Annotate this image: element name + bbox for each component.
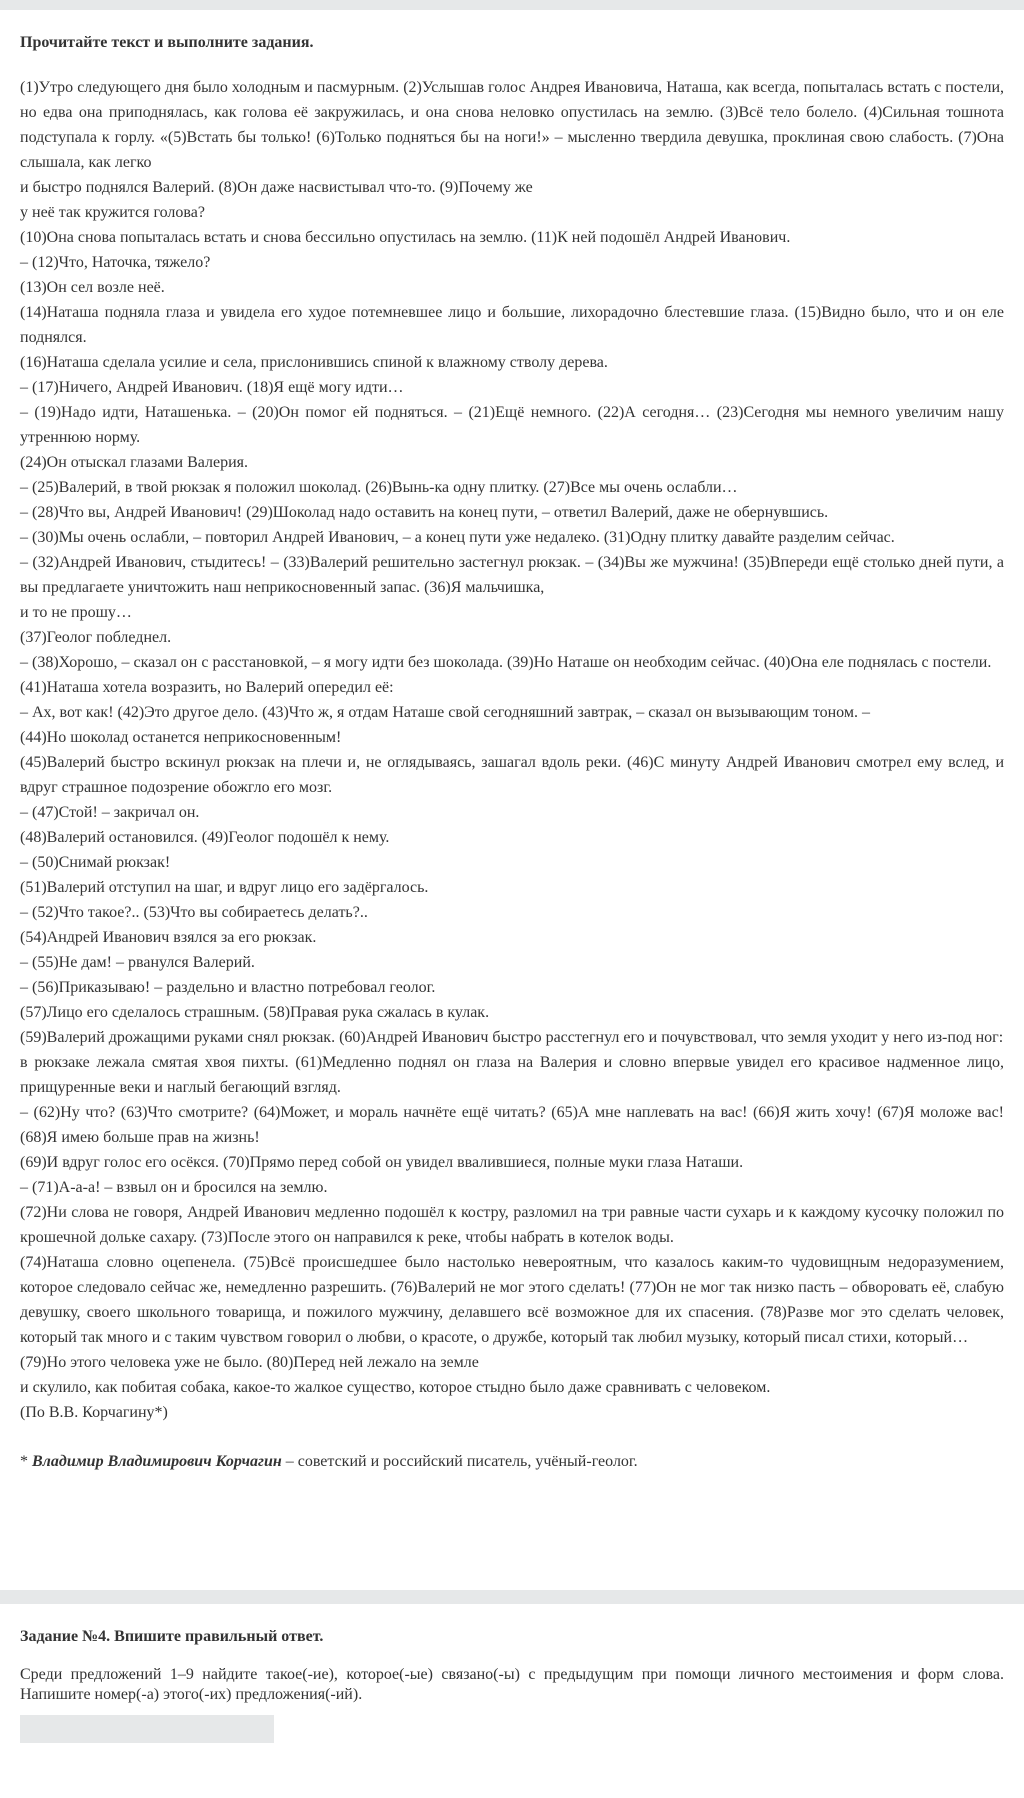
text-paragraph: (59)Валерий дрожащими руками снял рюкзак. (60)Андрей Иванович быстро расстегнул его и почувствовал, что земля уходит у него из-под ног: <box>20 1029 1004 1046</box>
text-paragraph: в рюкзаке лежала смятая хвоя пихты. (61)Медленно поднял он глаза на Валерия и словно впервые увидел его красивое надменное лицо, прищуренные веки и наглый бегающий взгляд. <box>20 1054 1004 1096</box>
task-card <box>0 1604 1024 1743</box>
text-paragraph: (79)Но этого человека уже не было. (80)Перед ней лежало на земле <box>20 1354 479 1371</box>
footnote <box>20 1449 1004 1474</box>
text-paragraph: – (19)Надо идти, Наташенька. – (20)Он помог ей подняться. – (21)Ещё немного. (22)А сегодня… (23)Сегодня мы немного увеличим нашу утреннюю норму. <box>20 404 1004 446</box>
text-paragraph: (1)Утро следующего дня было холодным и пасмурным. (2)Услышав голос Андрея Ивановича, Наташа, как всегда, попыталась встать с постели, но едва она приподнялась, как голова её закружилась, и она снова неловко опустилась на землю. (3)Всё тело болело. (4)Сильная тошнота подступала к горлу. «(5)Встать бы только! (6)Только подняться бы на ноги!» – мысленно твердила девушка, проклиная свою слабость. (7)Она слышала, как легко <box>20 79 1004 171</box>
text-paragraph: – Ах, вот как! (42)Это другое дело. (43)Что ж, я отдам Наташе свой сегодняшний завтрак, – сказал он вызывающим тоном. – <box>20 704 870 721</box>
text-paragraph: – (56)Приказываю! – раздельно и властно потребовал геолог. <box>20 979 436 996</box>
text-paragraph: – (25)Валерий, в твой рюкзак я положил шоколад. (26)Вынь-ка одну плитку. (27)Все мы очень ослабли… <box>20 479 738 496</box>
text-paragraph: – (17)Ничего, Андрей Иванович. (18)Я ещё могу идти… <box>20 379 404 396</box>
text-paragraph: (24)Он отыскал глазами Валерия. <box>20 454 249 471</box>
text-paragraph: (69)И вдруг голос его осёкся. (70)Прямо перед собой он увидел ввалившиеся, полные муки глаза Наташи. <box>20 1154 744 1171</box>
text-paragraph: (54)Андрей Иванович взялся за его рюкзак. <box>20 929 317 946</box>
text-paragraph: – (55)Не дам! – рванулся Валерий. <box>20 954 255 971</box>
footnote-asterisk: * <box>20 1453 32 1470</box>
text-paragraph: (По В.В. Корчагину*) <box>20 1404 168 1421</box>
text-paragraph: – (28)Что вы, Андрей Иванович! (29)Шоколад надо оставить на конец пути, – ответил Валерий, даже не обернувшись. <box>20 504 829 521</box>
task-question: Среди предложений 1–9 найдите такое(-ие), которое(-ые) связано(-ы) с предыдущим при помощи личного местоимения и форм слова. Напишите номер(-а) этого(-их) предложения(-ий). <box>20 1666 1004 1703</box>
text-paragraph: – (47)Стой! – закричал он. <box>20 804 200 821</box>
footnote-author: Владимир Владимирович Корчагин <box>32 1453 282 1470</box>
text-paragraph: – (12)Что, Наточка, тяжело? <box>20 254 211 271</box>
text-paragraph: (10)Она снова попыталась встать и снова бессильно опустилась на землю. (11)К ней подошёл Андрей Иванович. <box>20 229 791 246</box>
text-paragraph: (48)Валерий остановился. (49)Геолог подошёл к нему. <box>20 829 390 846</box>
answer-input[interactable] <box>20 1715 274 1743</box>
text-paragraph: (74)Наташа словно оцепенела. (75)Всё происшедшее было настолько невероятным, что казалось каким-то чудовищным недоразумением, которое следовало сейчас же, немедленно разрешить. (76)Валерий не мог этого сделать! (77)Он не мог так низко пасть – обворовать её, слабую девушку, своего школьного товарища, и пожилого мужчину, делавшего всё возможное для их спасения. (78)Разве мог это сделать человек, который так много и с таким чувством говорил о любви, о красоте, о дружбе, который так любил музыку, который писал стихи, который… <box>20 1254 1004 1346</box>
text-paragraph: – (52)Что такое?.. (53)Что вы собираетесь делать?.. <box>20 904 368 921</box>
text-paragraph: у неё так кружится голова? <box>20 204 205 221</box>
section-divider <box>0 1590 1024 1604</box>
text-paragraph: (57)Лицо его сделалось страшным. (58)Правая рука сжалась в кулак. <box>20 1004 490 1021</box>
text-paragraph: и скулило, как побитая собака, какое-то жалкое существо, которое стыдно было даже сравнивать с человеком. <box>20 1379 771 1396</box>
text-paragraph: – (71)А-а-а! – взвыл он и бросился на землю. <box>20 1179 328 1196</box>
reading-text-card <box>0 10 1024 1590</box>
text-paragraph: (41)Наташа хотела возразить, но Валерий опередил её: <box>20 679 394 696</box>
text-paragraph: (14)Наташа подняла глаза и увидела его худое потемневшее лицо и большие, лихорадочно блестевшие глаза. (15)Видно было, что и он еле поднялся. <box>20 304 1004 346</box>
text-paragraph: (37)Геолог побледнел. <box>20 629 172 646</box>
task-title: Задание №4. Впишите правильный ответ. <box>20 1628 324 1645</box>
text-paragraph: – (30)Мы очень ослабли, – повторил Андрей Иванович, – а конец пути уже недалеко. (31)Одну плитку давайте разделим сейчас. <box>20 529 895 546</box>
text-paragraph: (45)Валерий быстро вскинул рюкзак на плечи и, не оглядываясь, зашагал вдоль реки. (46)С минуту Андрей Иванович смотрел ему вслед, и вдруг страшное подозрение обожгло его мозг. <box>20 754 1004 796</box>
text-paragraph: (16)Наташа сделала усилие и села, прислонившись спиной к влажному стволу дерева. <box>20 354 608 371</box>
text-paragraph: – (32)Андрей Иванович, стыдитесь! – (33)Валерий решительно застегнул рюкзак. – (34)Вы же мужчина! (35)Впереди ещё столько дней пути, а вы предлагаете уничтожить наш неприкосновенный запас. (36)Я мальчишка, <box>20 554 1004 596</box>
text-paragraph: – (38)Хорошо, – сказал он с расстановкой, – я могу идти без шоколада. (39)Но Наташе он необходим сейчас. (40)Она еле поднялась с постели. <box>20 654 992 671</box>
text-paragraph: и быстро поднялся Валерий. (8)Он даже насвистывал что-то. (9)Почему же <box>20 179 533 196</box>
footnote-description: – советский и российский писатель, учёный-геолог. <box>281 1453 638 1470</box>
text-paragraph: (44)Но шоколад останется неприкосновенным! <box>20 729 342 746</box>
text-paragraph: и то не прошу… <box>20 604 132 621</box>
text-paragraph: (72)Ни слова не говоря, Андрей Иванович медленно подошёл к костру, разломил на три равные части сухарь и к каждому кусочку положил по крошечной дольке сахару. (73)После этого он направился к реке, чтобы набрать в котелок воды. <box>20 1204 1004 1246</box>
text-paragraph: – (50)Снимай рюкзак! <box>20 854 171 871</box>
text-paragraph: (51)Валерий отступил на шаг, и вдруг лицо его задёргалось. <box>20 879 429 896</box>
text-paragraph: – (62)Ну что? (63)Что смотрите? (64)Может, и мораль начнёте ещё читать? (65)А мне наплевать на вас! (66)Я жить хочу! (67)Я моложе вас! (68)Я имею больше прав на жизнь! <box>20 1104 1004 1146</box>
top-divider <box>0 0 1024 10</box>
instruction-heading: Прочитайте текст и выполните задания. <box>20 34 314 51</box>
text-body <box>20 75 1004 1425</box>
text-paragraph: (13)Он сел возле неё. <box>20 279 165 296</box>
